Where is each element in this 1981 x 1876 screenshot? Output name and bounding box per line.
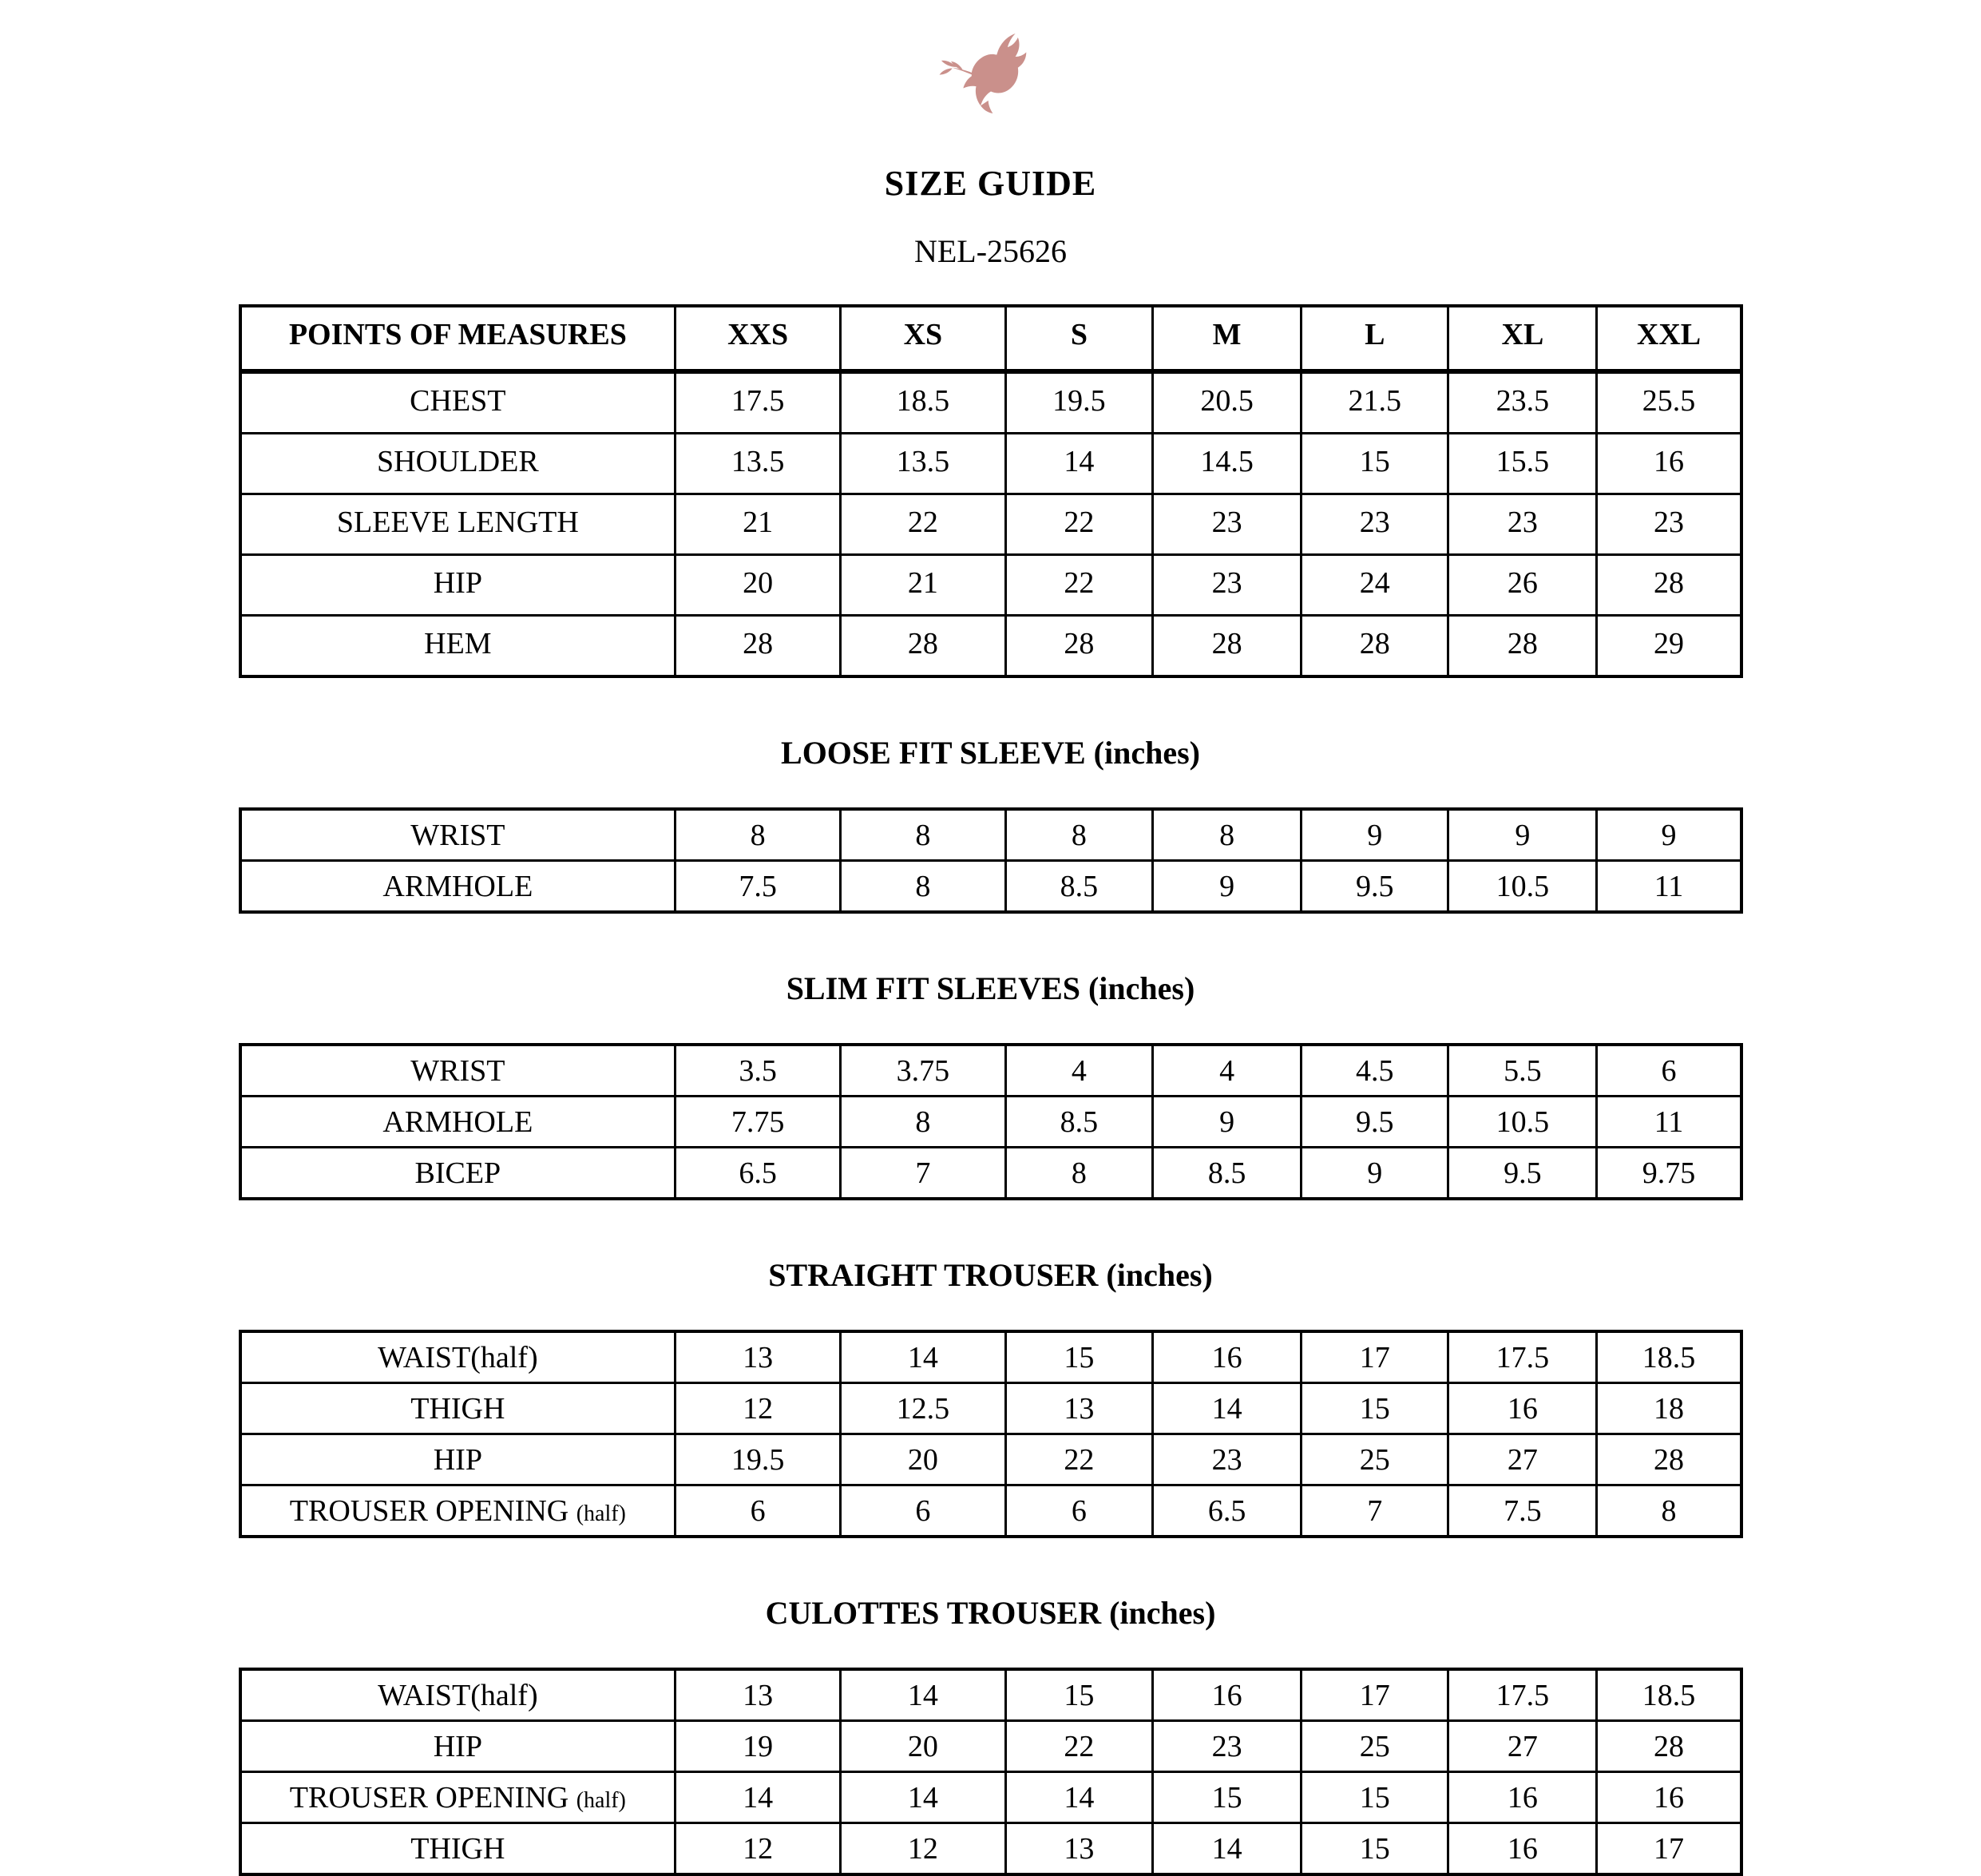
brand-logo — [923, 27, 1059, 143]
size-column-header: XL — [1448, 306, 1597, 371]
measure-value: 12 — [841, 1823, 1006, 1875]
measure-value: 8 — [841, 1097, 1006, 1148]
measure-value: 7.75 — [676, 1097, 841, 1148]
measure-value: 8 — [1153, 809, 1302, 861]
measure-value: 23 — [1302, 494, 1448, 555]
measure-value: 9 — [1153, 1097, 1302, 1148]
measure-value: 23 — [1153, 494, 1302, 555]
measure-value: 17 — [1302, 1669, 1448, 1721]
measure-value: 9.5 — [1302, 1097, 1448, 1148]
measure-value: 13.5 — [676, 434, 841, 494]
main-size-table — [239, 304, 1743, 678]
measure-value: 15.5 — [1448, 434, 1597, 494]
measure-value: 15 — [1005, 1331, 1152, 1383]
measure-value: 16 — [1448, 1383, 1597, 1434]
measure-value: 9.5 — [1448, 1148, 1597, 1200]
measure-value: 8.5 — [1005, 861, 1152, 913]
measure-value: 21.5 — [1302, 371, 1448, 434]
measure-value: 23 — [1597, 494, 1741, 555]
measure-value: 17.5 — [1448, 1669, 1597, 1721]
table-row — [240, 1097, 1741, 1148]
table-row — [240, 1045, 1741, 1097]
measure-value: 22 — [1005, 1721, 1152, 1772]
section-title: LOOSE FIT SLEEVE (inches) — [781, 735, 1200, 771]
row-label: WRIST — [240, 1045, 676, 1097]
measure-value: 18.5 — [841, 371, 1006, 434]
measure-value: 13 — [676, 1669, 841, 1721]
measure-value: 6 — [1597, 1045, 1741, 1097]
measure-value: 11 — [1597, 861, 1741, 913]
measure-value: 26 — [1448, 555, 1597, 616]
measure-value: 6 — [676, 1485, 841, 1537]
measure-value: 25 — [1302, 1434, 1448, 1485]
measure-value: 14 — [841, 1772, 1006, 1823]
measure-value: 14 — [841, 1331, 1006, 1383]
measure-value: 15 — [1302, 1772, 1448, 1823]
table-row — [240, 861, 1741, 913]
measure-value: 14 — [1005, 434, 1152, 494]
measure-value: 12.5 — [841, 1383, 1006, 1434]
size-column-header: M — [1153, 306, 1302, 371]
row-label: HIP — [240, 555, 676, 616]
row-label-text: TROUSER OPENING — [289, 1493, 576, 1528]
measure-value: 6.5 — [676, 1148, 841, 1200]
measure-value: 28 — [1005, 616, 1152, 677]
size-header-row — [240, 306, 1741, 371]
table-row — [240, 1721, 1741, 1772]
table-row — [240, 1485, 1741, 1537]
measure-value: 21 — [676, 494, 841, 555]
measure-value: 14 — [1153, 1383, 1302, 1434]
dove-icon — [923, 27, 1059, 143]
table-row — [240, 371, 1741, 434]
row-label: CHEST — [240, 371, 676, 434]
measure-value: 3.75 — [841, 1045, 1006, 1097]
section-table — [239, 1330, 1743, 1538]
measure-value: 16 — [1153, 1331, 1302, 1383]
measure-value: 8.5 — [1153, 1148, 1302, 1200]
measure-value: 19.5 — [676, 1434, 841, 1485]
row-label: ARMHOLE — [240, 1097, 676, 1148]
measure-value: 13 — [1005, 1823, 1152, 1875]
measure-value: 9 — [1448, 809, 1597, 861]
measure-value: 16 — [1597, 1772, 1741, 1823]
row-label — [240, 1772, 676, 1823]
measure-value: 10.5 — [1448, 861, 1597, 913]
measure-value: 6 — [1005, 1485, 1152, 1537]
measure-value: 4 — [1153, 1045, 1302, 1097]
section-table — [239, 807, 1743, 914]
measure-value: 16 — [1153, 1669, 1302, 1721]
measure-value: 19 — [676, 1721, 841, 1772]
measure-value: 9 — [1153, 861, 1302, 913]
measure-value: 15 — [1302, 434, 1448, 494]
row-label: SLEEVE LENGTH — [240, 494, 676, 555]
measure-value: 9 — [1302, 1148, 1448, 1200]
size-column-header: XXL — [1597, 306, 1741, 371]
sections — [0, 734, 1981, 1876]
row-label: WRIST — [240, 809, 676, 861]
measure-value: 28 — [1597, 555, 1741, 616]
measure-value: 28 — [841, 616, 1006, 677]
measure-value: 7.5 — [676, 861, 841, 913]
measure-value: 8 — [1005, 1148, 1152, 1200]
measure-value: 12 — [676, 1383, 841, 1434]
measure-value: 22 — [1005, 555, 1152, 616]
measure-value: 7.5 — [1448, 1485, 1597, 1537]
measure-value: 7 — [1302, 1485, 1448, 1537]
measure-value: 8 — [1597, 1485, 1741, 1537]
measure-value: 17.5 — [1448, 1331, 1597, 1383]
size-column-header: XXS — [676, 306, 841, 371]
section-title: STRAIGHT TROUSER (inches) — [768, 1257, 1213, 1293]
row-label: WAIST(half) — [240, 1331, 676, 1383]
section-table — [239, 1668, 1743, 1876]
measure-value: 15 — [1005, 1669, 1152, 1721]
measure-value: 8 — [841, 809, 1006, 861]
table-row — [240, 1823, 1741, 1875]
measure-value: 16 — [1448, 1823, 1597, 1875]
measure-value: 13 — [1005, 1383, 1152, 1434]
row-label-suffix: (half) — [576, 1501, 626, 1526]
row-label: THIGH — [240, 1383, 676, 1434]
measure-value: 28 — [1448, 616, 1597, 677]
measure-value: 5.5 — [1448, 1045, 1597, 1097]
row-label: HEM — [240, 616, 676, 677]
measure-value: 14 — [1153, 1823, 1302, 1875]
table-row — [240, 1383, 1741, 1434]
table-row — [240, 555, 1741, 616]
measure-value: 21 — [841, 555, 1006, 616]
measure-value: 6 — [841, 1485, 1006, 1537]
measure-value: 9 — [1302, 809, 1448, 861]
row-label: HIP — [240, 1434, 676, 1485]
measure-value: 6.5 — [1153, 1485, 1302, 1537]
measure-value: 15 — [1302, 1823, 1448, 1875]
measure-value: 10.5 — [1448, 1097, 1597, 1148]
measure-value: 4.5 — [1302, 1045, 1448, 1097]
page-title: SIZE GUIDE — [884, 164, 1097, 203]
table-row — [240, 616, 1741, 677]
measure-value: 14 — [1005, 1772, 1152, 1823]
measure-value: 20.5 — [1153, 371, 1302, 434]
row-label — [240, 1485, 676, 1537]
measure-points-header: POINTS OF MEASURES — [240, 306, 676, 371]
measure-value: 13.5 — [841, 434, 1006, 494]
measure-value: 22 — [1005, 1434, 1152, 1485]
measure-value: 9 — [1597, 809, 1741, 861]
row-label: THIGH — [240, 1823, 676, 1875]
measure-value: 18.5 — [1597, 1669, 1741, 1721]
measure-value: 28 — [1302, 616, 1448, 677]
section-title: SLIM FIT SLEEVES (inches) — [786, 970, 1195, 1006]
measure-value: 14 — [841, 1669, 1006, 1721]
measure-value: 3.5 — [676, 1045, 841, 1097]
measure-value: 19.5 — [1005, 371, 1152, 434]
measure-value: 23 — [1153, 1434, 1302, 1485]
style-code: NEL-25626 — [913, 233, 1068, 269]
measure-value: 23 — [1448, 494, 1597, 555]
table-row — [240, 1772, 1741, 1823]
measure-value: 18 — [1597, 1383, 1741, 1434]
row-label: ARMHOLE — [240, 861, 676, 913]
measure-value: 27 — [1448, 1434, 1597, 1485]
measure-value: 9.5 — [1302, 861, 1448, 913]
row-label: SHOULDER — [240, 434, 676, 494]
size-column-header: L — [1302, 306, 1448, 371]
row-label: WAIST(half) — [240, 1669, 676, 1721]
measure-value: 12 — [676, 1823, 841, 1875]
size-column-header: S — [1005, 306, 1152, 371]
measure-value: 8 — [841, 861, 1006, 913]
measure-value: 22 — [1005, 494, 1152, 555]
measure-value: 28 — [676, 616, 841, 677]
measure-value: 23 — [1153, 1721, 1302, 1772]
measure-value: 15 — [1302, 1383, 1448, 1434]
measure-value: 23 — [1153, 555, 1302, 616]
measure-value: 20 — [841, 1721, 1006, 1772]
section-title: CULOTTES TROUSER (inches) — [765, 1595, 1216, 1631]
measure-value: 11 — [1597, 1097, 1741, 1148]
measure-value: 17.5 — [676, 371, 841, 434]
measure-value: 25.5 — [1597, 371, 1741, 434]
measure-value: 15 — [1153, 1772, 1302, 1823]
measure-value: 22 — [841, 494, 1006, 555]
measure-value: 27 — [1448, 1721, 1597, 1772]
table-row — [240, 809, 1741, 861]
measure-value: 28 — [1597, 1434, 1741, 1485]
measure-value: 8.5 — [1005, 1097, 1152, 1148]
section-table — [239, 1043, 1743, 1200]
measure-value: 13 — [676, 1331, 841, 1383]
measure-value: 14.5 — [1153, 434, 1302, 494]
measure-value: 16 — [1448, 1772, 1597, 1823]
measure-value: 29 — [1597, 616, 1741, 677]
table-row — [240, 1331, 1741, 1383]
measure-value: 4 — [1005, 1045, 1152, 1097]
table-row — [240, 434, 1741, 494]
measure-value: 28 — [1153, 616, 1302, 677]
row-label: HIP — [240, 1721, 676, 1772]
measure-value: 14 — [676, 1772, 841, 1823]
size-column-header: XS — [841, 306, 1006, 371]
measure-value: 17 — [1597, 1823, 1741, 1875]
measure-value: 17 — [1302, 1331, 1448, 1383]
measure-value: 8 — [1005, 809, 1152, 861]
row-label: BICEP — [240, 1148, 676, 1200]
row-label-suffix: (half) — [576, 1787, 626, 1813]
table-row — [240, 1669, 1741, 1721]
table-row — [240, 1148, 1741, 1200]
measure-value: 8 — [676, 809, 841, 861]
measure-value: 16 — [1597, 434, 1741, 494]
measure-value: 18.5 — [1597, 1331, 1741, 1383]
measure-value: 20 — [841, 1434, 1006, 1485]
measure-value: 23.5 — [1448, 371, 1597, 434]
measure-value: 24 — [1302, 555, 1448, 616]
measure-value: 7 — [841, 1148, 1006, 1200]
measure-value: 20 — [676, 555, 841, 616]
measure-value: 9.75 — [1597, 1148, 1741, 1200]
table-row — [240, 494, 1741, 555]
table-row — [240, 1434, 1741, 1485]
measure-value: 28 — [1597, 1721, 1741, 1772]
row-label-text: TROUSER OPENING — [289, 1780, 576, 1815]
measure-value: 25 — [1302, 1721, 1448, 1772]
